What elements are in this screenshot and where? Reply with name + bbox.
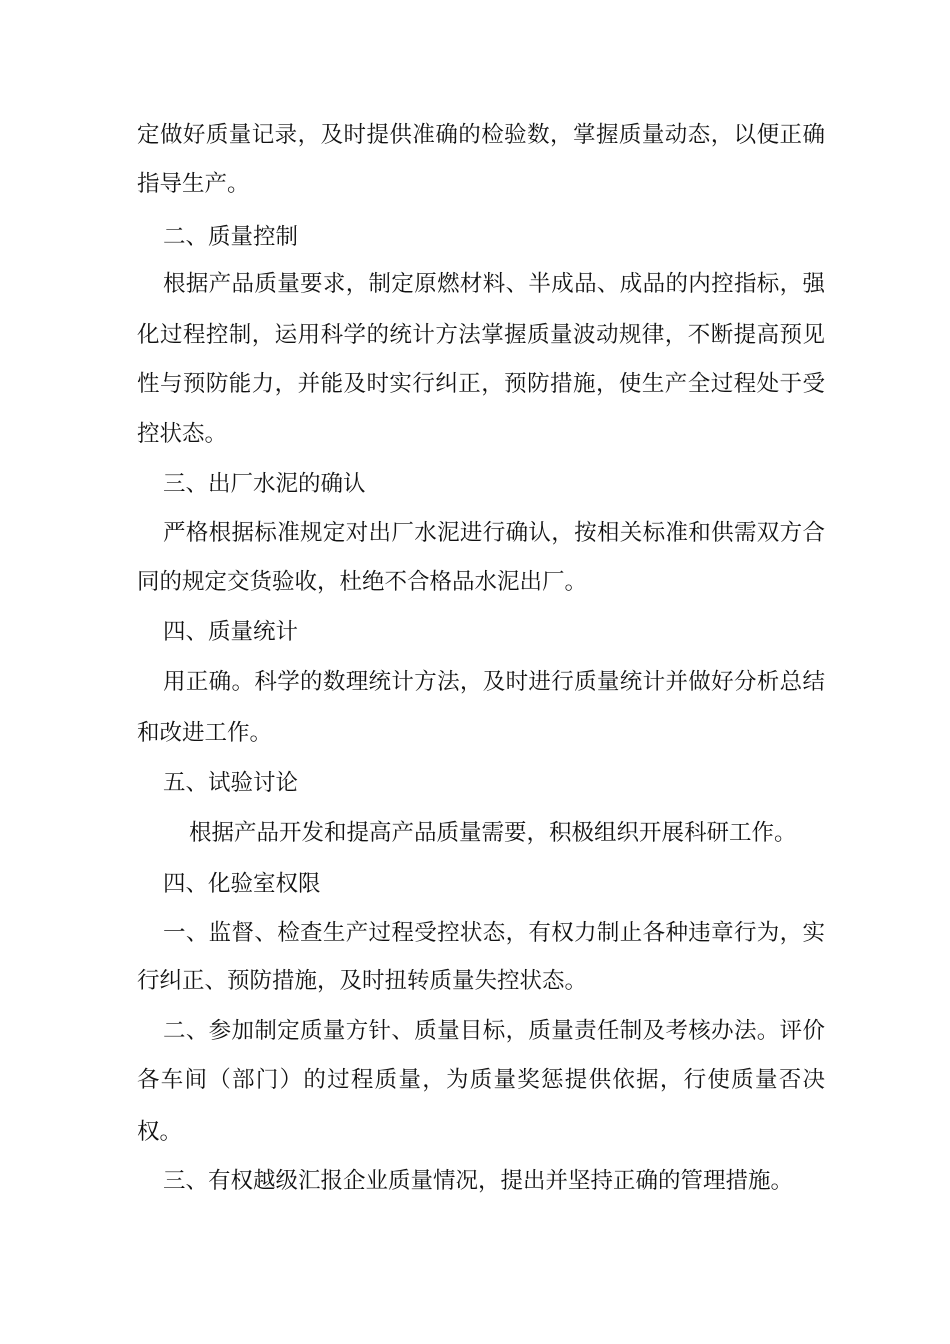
text-line: 行纠正、预防措施，及时扭转质量失控状态。	[137, 968, 588, 994]
text-line: 严格根据标准规定对出厂水泥进行确认，按相关标准和供需双方合	[163, 520, 825, 546]
text-line: 根据产品质量要求，制定原燃材料、半成品、成品的内控指标，强	[163, 271, 825, 297]
text-line: 用正确。科学的数理统计方法，及时进行质量统计并做好分析总结	[163, 669, 825, 695]
text-line: 指导生产。	[137, 171, 250, 197]
text-line: 化过程控制，运用科学的统计方法掌握质量波动规律，不断提高预见	[137, 322, 825, 348]
text-line: 定做好质量记录，及时提供准确的检验数，掌握质量动态，以便正确	[137, 122, 825, 148]
section-heading: 四、质量统计	[163, 619, 299, 645]
section-heading: 四、化验室权限	[163, 871, 321, 897]
text-line: 根据产品开发和提高产品质量需要，积极组织开展科研工作。	[189, 820, 797, 846]
text-line: 各车间（部门）的过程质量，为质量奖惩提供依据，行使质量否决	[137, 1067, 825, 1093]
section-heading: 五、试验讨论	[163, 770, 299, 796]
text-line: 权。	[137, 1119, 183, 1145]
text-line: 性与预防能力，并能及时实行纠正，预防措施，使生产全过程处于受	[137, 371, 825, 397]
text-line: 同的规定交货验收，杜绝不合格品水泥出厂。	[137, 569, 588, 595]
text-line: 一、监督、检查生产过程受控状态，有权力制止各种违章行为，实	[163, 920, 825, 946]
text-line: 和改进工作。	[137, 720, 273, 746]
text-line: 三、有权越级汇报企业质量情况，提出并坚持正确的管理措施。	[163, 1168, 794, 1194]
text-line: 二、参加制定质量方针、质量目标，质量责任制及考核办法。评价	[163, 1018, 825, 1044]
text-line: 控状态。	[137, 421, 228, 447]
section-heading: 三、出厂水泥的确认	[163, 471, 366, 497]
section-heading: 二、质量控制	[163, 224, 299, 250]
